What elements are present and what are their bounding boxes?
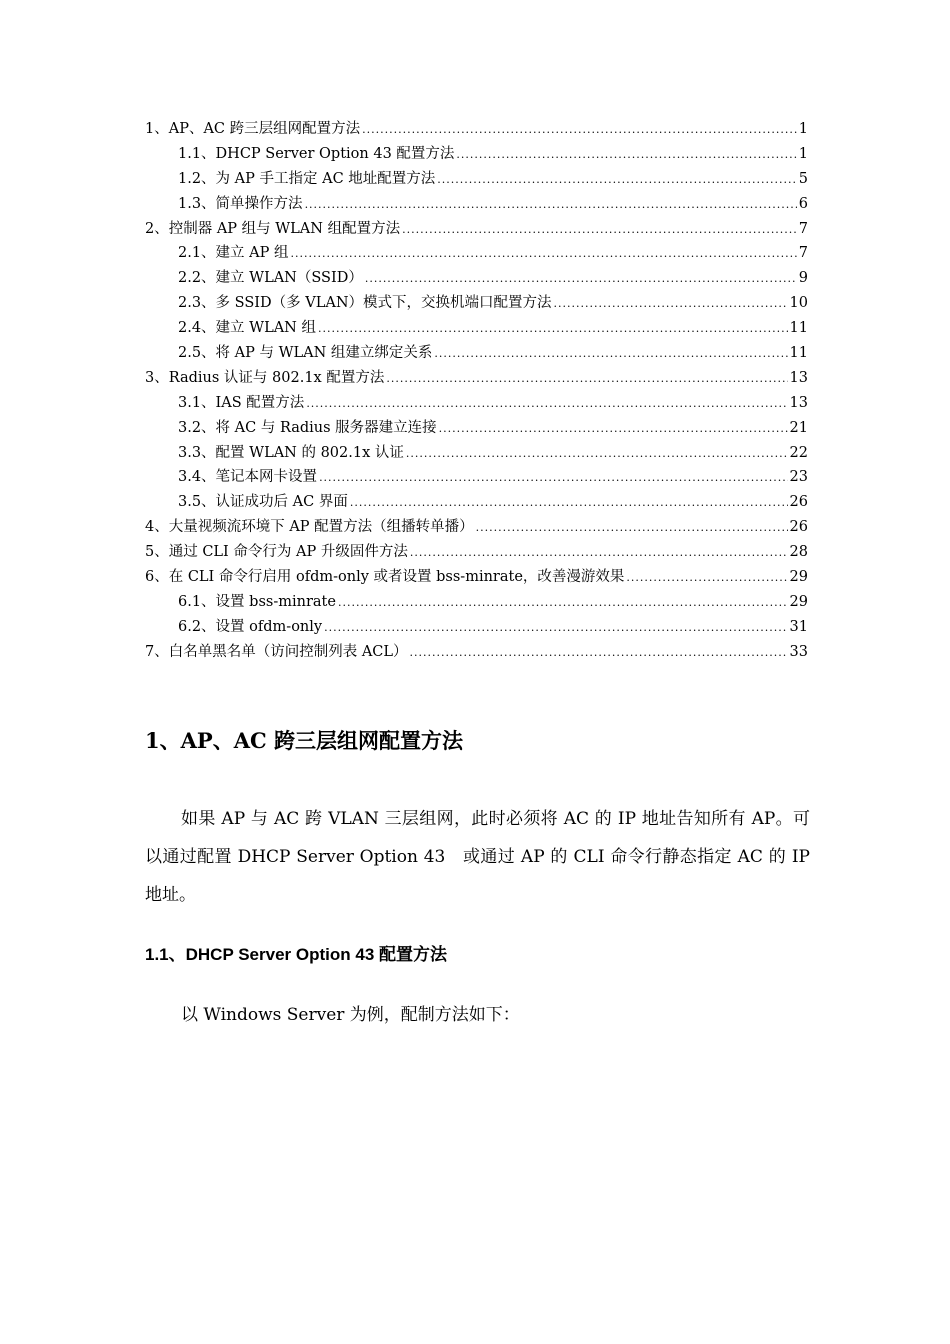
toc-entry-label: 1、AP、AC 跨三层组网配置方法: [145, 121, 361, 137]
toc-leader-dots: [338, 591, 788, 616]
toc-leader-dots: [476, 516, 788, 541]
toc-entry-page-number: 33: [789, 643, 808, 660]
toc-leader-dots: [362, 118, 797, 143]
toc-leader-dots: [437, 168, 796, 193]
toc-leader-dots: [456, 143, 796, 168]
toc-entry-page-number: 1: [798, 121, 808, 137]
toc-entry-label: 6.2、设置 ofdm-only: [178, 618, 323, 635]
toc-entry[interactable]: [145, 217, 808, 242]
toc-entry-page-number: 1: [798, 145, 808, 162]
toc-entry-page-number: 26: [789, 494, 808, 511]
toc-leader-dots: [291, 242, 797, 267]
section-1-1-paragraph: 以 Windows Server 为例，配制方法如下：: [181, 1005, 520, 1025]
toc-entry[interactable]: [145, 241, 808, 266]
toc-entry-label: 2.3、多 SSID（多 VLAN）模式下，交换机端口配置方法: [178, 295, 552, 312]
toc-entry-label: 3.4、笔记本网卡设置: [178, 469, 318, 486]
toc-leader-dots: [439, 417, 788, 442]
toc-leader-dots: [554, 292, 788, 317]
toc-entry[interactable]: [145, 192, 808, 217]
toc-entry-page-number: 11: [789, 345, 808, 362]
toc-entry-label: 3.1、IAS 配置方法: [178, 394, 305, 411]
toc-entry-page-number: 5: [798, 170, 808, 187]
toc-entry[interactable]: [145, 565, 808, 590]
toc-leader-dots: [406, 442, 788, 467]
toc-entry-label: 2.2、建立 WLAN（SSID）: [178, 270, 363, 287]
toc-entry[interactable]: [145, 142, 808, 167]
toc-leader-dots: [306, 392, 787, 417]
toc-entry[interactable]: [145, 490, 808, 515]
toc-entry-page-number: 21: [789, 419, 808, 436]
toc-leader-dots: [318, 317, 788, 342]
toc-entry-label: 2、控制器 AP 组与 WLAN 组配置方法: [145, 220, 401, 237]
toc-entry[interactable]: [145, 416, 808, 441]
section-1-heading: 1、AP、AC 跨三层组网配置方法: [145, 728, 464, 753]
toc-leader-dots: [365, 267, 797, 292]
toc-entry[interactable]: [145, 640, 808, 665]
toc-entry-label: 1.2、为 AP 手工指定 AC 地址配置方法: [178, 170, 436, 187]
toc-entry[interactable]: [145, 366, 808, 391]
toc-leader-dots: [386, 367, 787, 392]
toc-entry-page-number: 6: [798, 195, 808, 212]
section-1-paragraph: 如果 AP 与 AC 跨 VLAN 三层组网，此时必须将 AC 的 IP 地址告知所有 AP。可以通过配置 DHCP Server Option 43 或通过 AP 的 CLI 命令行静态指定 AC 的 IP 地址。: [145, 809, 810, 905]
toc-entry[interactable]: [145, 391, 808, 416]
toc-entry-label: 3、Radius 认证与 802.1x 配置方法: [145, 369, 385, 386]
toc-entry-page-number: 9: [798, 270, 808, 287]
toc-entry-label: 6、在 CLI 命令行启用 ofdm-only 或者设置 bss-minrate，改善漫游效果: [145, 569, 625, 586]
toc-entry-page-number: 31: [789, 618, 808, 635]
toc-entry[interactable]: [145, 465, 808, 490]
toc-entry[interactable]: [145, 441, 808, 466]
toc-entry-page-number: 28: [789, 544, 808, 561]
toc-entry-label: 4、大量视频流环境下 AP 配置方法（组播转单播）: [145, 519, 474, 536]
toc-entry-page-number: 29: [789, 569, 808, 586]
toc-leader-dots: [410, 641, 788, 666]
toc-entry-page-number: 13: [789, 369, 808, 386]
toc-entry[interactable]: [145, 615, 808, 640]
toc-entry-label: 2.5、将 AP 与 WLAN 组建立绑定关系: [178, 345, 433, 362]
toc-leader-dots: [305, 193, 797, 218]
toc-leader-dots: [319, 466, 787, 491]
toc-entry-label: 1.1、DHCP Server Option 43 配置方法: [178, 145, 455, 162]
toc-entry-label: 3.2、将 AC 与 Radius 服务器建立连接: [178, 419, 437, 436]
toc-entry-page-number: 22: [789, 444, 808, 461]
toc-entry-label: 3.3、配置 WLAN 的 802.1x 认证: [178, 444, 404, 461]
toc-entry-label: 1.3、简单操作方法: [178, 195, 303, 212]
toc-entry-page-number: 29: [789, 593, 808, 610]
toc-entry-label: 5、通过 CLI 命令行为 AP 升级固件方法: [145, 544, 408, 561]
toc-leader-dots: [434, 342, 787, 367]
toc-entry-label: 2.4、建立 WLAN 组: [178, 320, 316, 337]
toc-leader-dots: [324, 616, 787, 641]
toc-entry-page-number: 7: [798, 220, 808, 237]
toc-entry-page-number: 26: [789, 519, 808, 536]
section-1-1-heading: 1.1、DHCP Server Option 43 配置方法: [145, 945, 447, 964]
toc-entry-label: 2.1、建立 AP 组: [178, 245, 289, 262]
toc-entry-page-number: 23: [789, 469, 808, 486]
toc-entry-page-number: 10: [789, 295, 808, 312]
toc-entry[interactable]: [145, 341, 808, 366]
toc-leader-dots: [350, 491, 788, 516]
toc-entry-page-number: 7: [798, 245, 808, 262]
toc-entry-label: 7、白名单黑名单（访问控制列表 ACL）: [145, 643, 408, 660]
toc-leader-dots: [402, 218, 797, 243]
toc-entry[interactable]: [145, 515, 808, 540]
toc-entry[interactable]: [145, 291, 808, 316]
toc-entry[interactable]: [145, 590, 808, 615]
toc-entry[interactable]: [145, 117, 808, 142]
toc-entry[interactable]: [145, 540, 808, 565]
toc-entry-label: 6.1、设置 bss-minrate: [178, 593, 336, 610]
toc-entry-label: 3.5、认证成功后 AC 界面: [178, 494, 348, 511]
toc-entry-page-number: 13: [789, 394, 808, 411]
toc-entry[interactable]: [145, 266, 808, 291]
toc-entry-page-number: 11: [789, 320, 808, 337]
table-of-contents: [145, 117, 808, 665]
toc-entry[interactable]: [145, 316, 808, 341]
toc-leader-dots: [626, 566, 787, 591]
toc-entry[interactable]: [145, 167, 808, 192]
toc-leader-dots: [410, 541, 788, 566]
